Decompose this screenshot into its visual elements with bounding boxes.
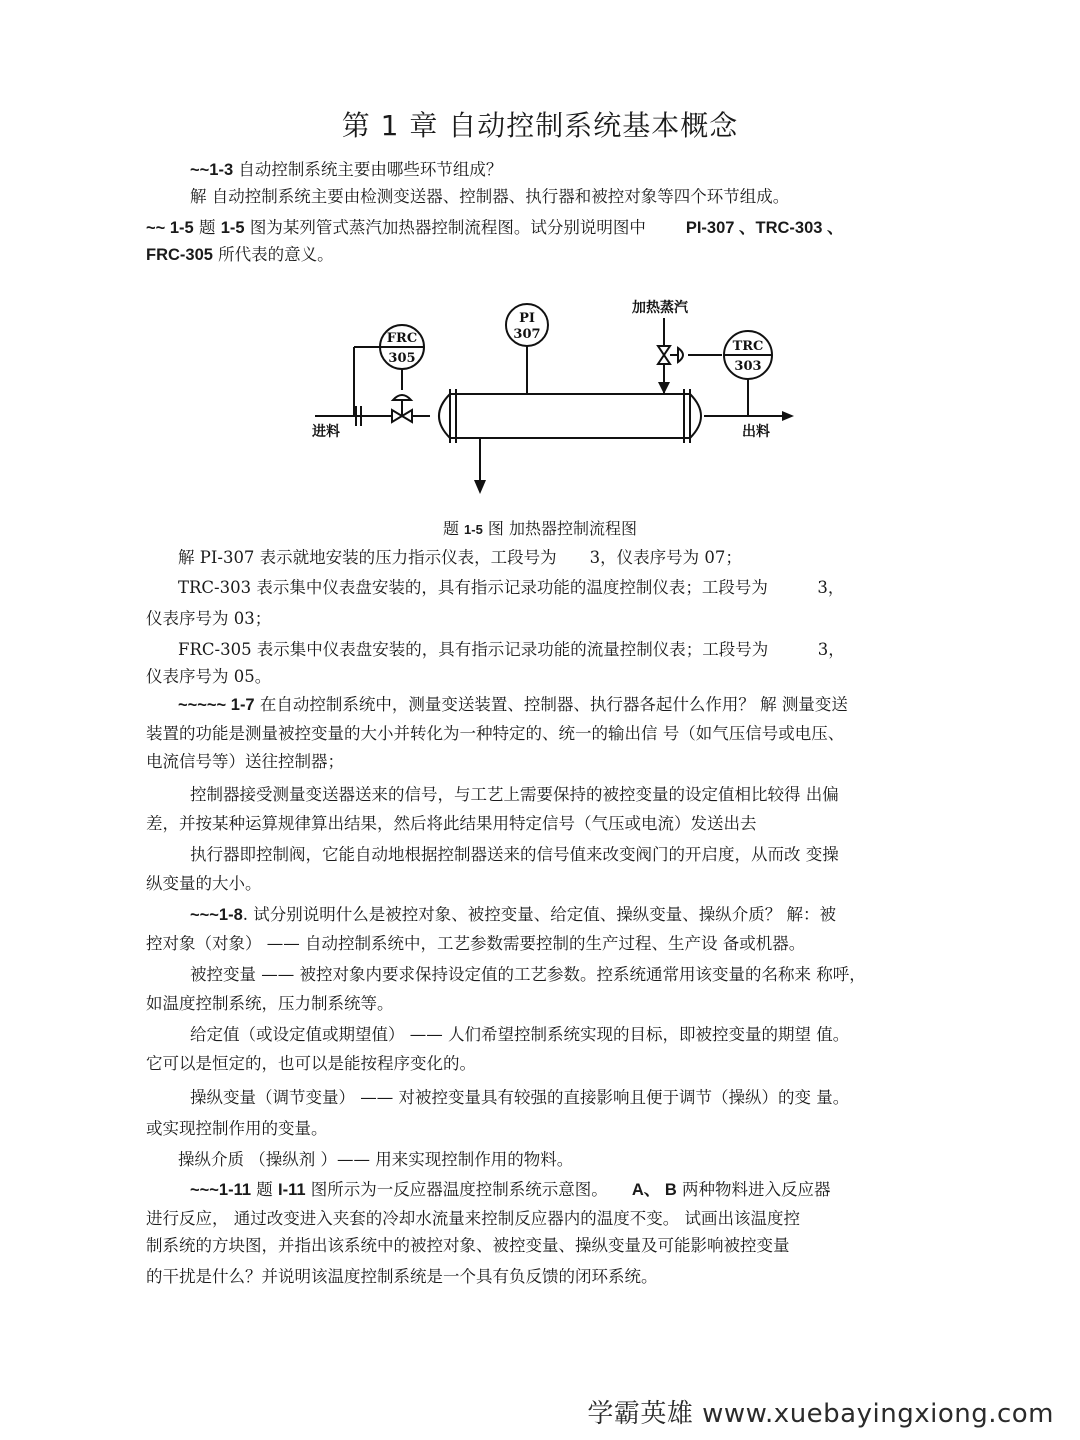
question-1-11: ~~~1-11 题 I-11 图所示为一反应器温度控制系统示意图。 A、 B 两种物料进入反应器 xyxy=(190,1180,831,1199)
answer-1-5-line-4: FRC-305 表示集中仪表盘安装的，具有指示记录功能的流量控制仪表；工段号为 3， xyxy=(178,640,845,659)
pi-number: 307 xyxy=(513,327,541,342)
question-number: ~~~~~ 1-7 xyxy=(178,696,255,714)
drain-arrow xyxy=(474,480,486,494)
answer-1-8-line-3: 被控变量 —— 被控对象内要求保持设定值的工艺参数。控系统通常用该变量的名称来 称呼， xyxy=(190,965,866,984)
answer-1-7-line-5: 差，并按某种运算规律算出结果，然后将此结果用特定信号（气压或电流）发送出去 xyxy=(146,814,757,833)
answer-1-7-line-3: 电流信号等）送往控制器； xyxy=(146,752,344,771)
trc-label: TRC xyxy=(732,339,764,354)
steam-control-valve xyxy=(658,346,670,364)
answer-1-3: 解 自动控制系统主要由检测变送器、控制器、执行器和被控对象等四个环节组成。 xyxy=(190,187,790,206)
answer-1-7-line-7: 纵变量的大小。 xyxy=(146,874,262,893)
steam-label: 加热蒸汽 xyxy=(632,300,688,316)
instrument-tags: PI-307 、TRC-303 、 xyxy=(685,219,844,237)
pi-label: PI xyxy=(519,311,535,326)
question-number: ~~ 1-5 xyxy=(146,219,194,237)
trc-number: 303 xyxy=(734,359,762,374)
heater-control-flow-diagram xyxy=(290,292,800,502)
answer-1-7-line-4: 控制器接受测量变送器送来的信号，与工艺上需要保持的被控变量的设定值相比较得 出偏 xyxy=(190,785,839,804)
inlet-label: 进料 xyxy=(312,424,340,440)
answer-1-8-line-6: 它可以是恒定的，也可以是能按程序变化的。 xyxy=(146,1054,476,1073)
outlet-arrow xyxy=(782,411,794,421)
answer-1-5-line-2: TRC-303 表示集中仪表盘安装的，具有指示记录功能的温度控制仪表；工段号为 3， xyxy=(178,578,845,597)
question-1-5-cont: FRC-305 所代表的意义。 xyxy=(146,245,334,264)
question-1-11-line-3: 制系统的方块图，并指出该系统中的被控对象、被控变量、操纵变量及可能影响被控变量 xyxy=(146,1236,790,1255)
frc-label: FRC xyxy=(386,331,418,346)
question-text: 自动控制系统主要由哪些环节组成？ xyxy=(233,160,503,179)
answer-1-5-line-3: 仪表序号为 03； xyxy=(146,609,272,628)
question-1-11-line-2: 进行反应， 通过改变进入夹套的冷却水流量来控制反应器内的温度不变。 试画出该温度控 xyxy=(146,1209,800,1228)
answer-1-8-line-5: 给定值（或设定值或期望值） —— 人们希望控制系统实现的目标，即被控变量的期望 值。 xyxy=(190,1025,850,1044)
vessel-left-head xyxy=(439,394,450,438)
answer-1-7-line-6: 执行器即控制阀，它能自动地根据控制器送来的信号值来改变阀门的开启度，从而改 变操 xyxy=(190,845,839,864)
question-number: ~~~1-11 xyxy=(190,1181,252,1199)
site-watermark: 学霸英雄 www.xuebayingxiong.com xyxy=(587,1399,1054,1429)
question-1-5: ~~ 1-5 题 1-5 图为某列管式蒸汽加热器控制流程图。试分别说明图中 PI-307 、TRC-303 、 xyxy=(146,218,844,237)
answer-1-8-line-2: 控对象（对象） —— 自动控制系统中，工艺参数需要控制的生产过程、生产设 备或机器。 xyxy=(146,934,806,953)
frc-number: 305 xyxy=(388,351,416,366)
figure-caption: 题 1-5 图 加热器控制流程图 xyxy=(442,519,638,538)
question-1-7: ~~~~~ 1-7 在自动控制系统中，测量变送装置、控制器、执行器各起什么作用？ 解 测量变送 xyxy=(178,695,848,714)
steam-arrow xyxy=(658,382,670,394)
question-number: ~~~1-8 xyxy=(190,906,243,924)
question-1-3 xyxy=(190,162,502,179)
outlet-label: 出料 xyxy=(742,424,770,440)
chapter-title: 第 1 章 自动控制系统基本概念 xyxy=(341,109,739,142)
question-1-8: ~~~1-8. 试分别说明什么是被控对象、被控变量、给定值、操纵变量、操纵介质？ 解：被 xyxy=(190,905,837,924)
answer-1-5-line-1: 解 PI-307 表示就地安装的压力指示仪表，工段号为 3，仪表序号为 07； xyxy=(178,548,742,567)
answer-1-8-line-9: 操纵介质 （操纵剂 ）—— 用来实现控制作用的物料。 xyxy=(178,1150,574,1169)
vessel-right-head xyxy=(690,394,701,438)
answer-1-8-line-8: 或实现控制作用的变量。 xyxy=(146,1119,328,1138)
question-number: ~~1-3 xyxy=(190,161,234,179)
answer-1-8-line-4: 如温度控制系统，压力制系统等。 xyxy=(146,994,394,1013)
answer-1-5-line-5: 仪表序号为 05。 xyxy=(146,667,272,686)
valve-actuator xyxy=(393,395,411,400)
answer-1-7-line-2: 装置的功能是测量被控变量的大小并转化为一种特定的、统一的输出信 号（如气压信号或电压、 xyxy=(146,724,845,743)
question-1-11-line-4: 的干扰是什么？并说明该温度控制系统是一个具有负反馈的闭环系统。 xyxy=(146,1267,658,1286)
answer-1-8-line-7: 操纵变量（调节变量） —— 对被控变量具有较强的直接影响且便于调节（操纵）的变 量。 xyxy=(190,1088,850,1107)
